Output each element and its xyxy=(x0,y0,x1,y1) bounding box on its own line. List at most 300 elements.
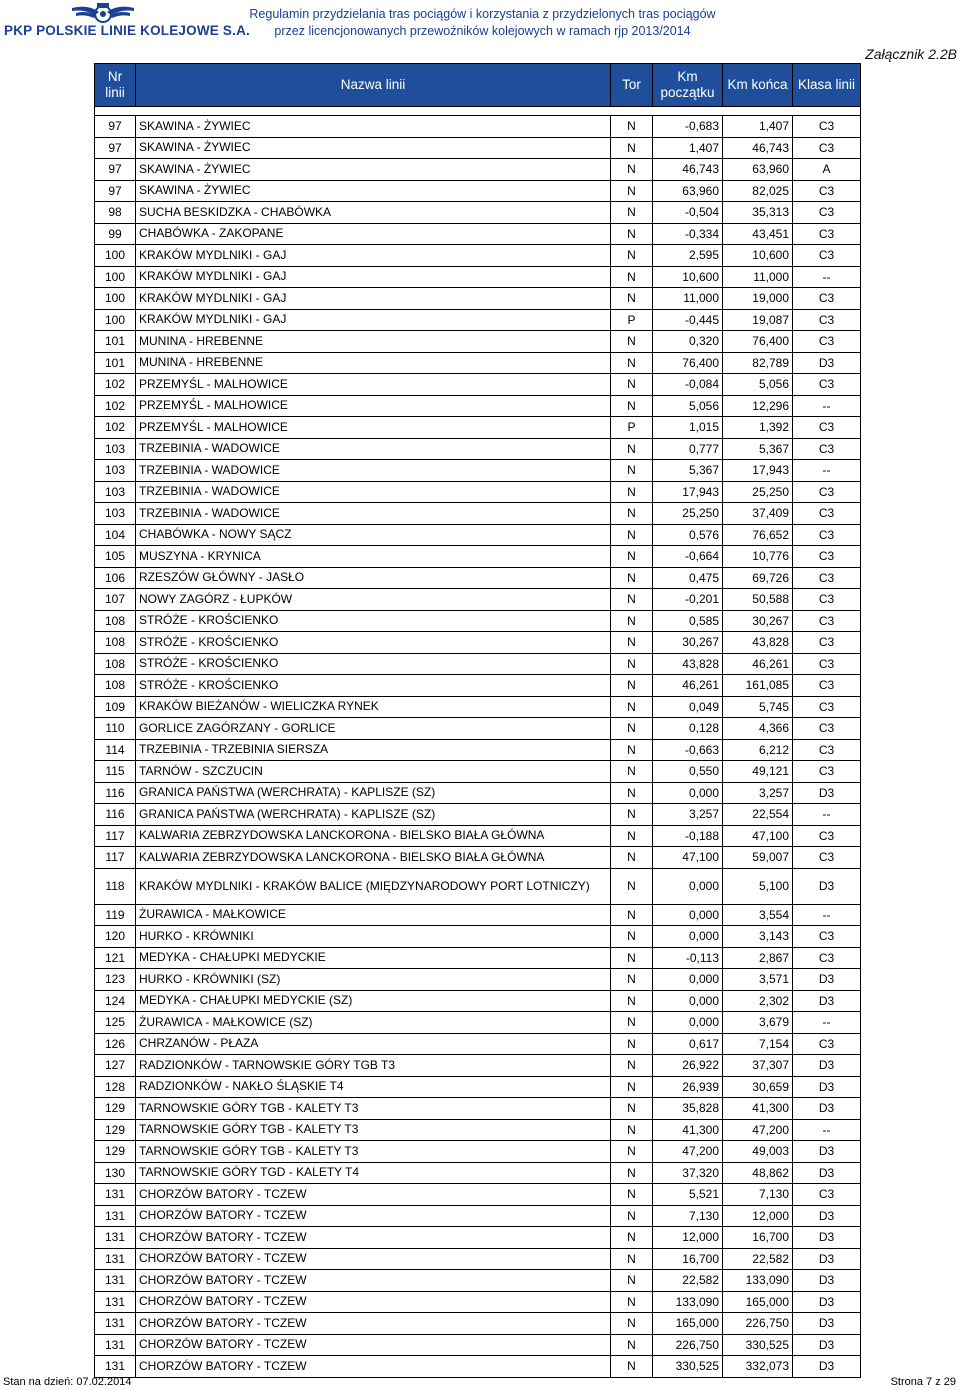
cell-track: N xyxy=(611,1141,653,1163)
cell-km-end: 37,409 xyxy=(723,503,793,525)
cell-km-start: 0,000 xyxy=(653,926,723,948)
table-row xyxy=(95,825,861,847)
table-row xyxy=(95,868,861,904)
cell-line-class: C3 xyxy=(793,245,861,267)
cell-km-start: 26,922 xyxy=(653,1055,723,1077)
cell-line-name: NOWY ZAGÓRZ - ŁUPKÓW xyxy=(136,589,611,611)
cell-line-name: RADZIONKÓW - TARNOWSKIE GÓRY TGB T3 xyxy=(136,1055,611,1077)
table-row xyxy=(95,1162,861,1184)
cell-line-name: CHORZÓW BATORY - TCZEW xyxy=(136,1291,611,1313)
cell-line-number: 102 xyxy=(95,374,136,396)
cell-line-class: C3 xyxy=(793,825,861,847)
table-row xyxy=(95,589,861,611)
cell-track: N xyxy=(611,395,653,417)
cell-line-number: 130 xyxy=(95,1162,136,1184)
cell-km-start: 25,250 xyxy=(653,503,723,525)
column-header-km-end: Km końca xyxy=(723,64,793,107)
cell-km-start: 0,000 xyxy=(653,990,723,1012)
table-row xyxy=(95,567,861,589)
cell-km-start: 10,600 xyxy=(653,266,723,288)
cell-line-class: D3 xyxy=(793,1162,861,1184)
cell-line-name: KRAKÓW MYDLNIKI - KRAKÓW BALICE (MIĘDZYNARODOWY PORT LOTNICZY) xyxy=(136,868,611,904)
cell-km-end: 7,154 xyxy=(723,1033,793,1055)
cell-line-class: C3 xyxy=(793,1184,861,1206)
table-row xyxy=(95,1291,861,1313)
cell-km-end: 10,600 xyxy=(723,245,793,267)
footer-page-number: Strona 7 z 29 xyxy=(890,1376,956,1388)
column-header-km-start: Km początku xyxy=(653,64,723,107)
cell-km-start: 0,777 xyxy=(653,438,723,460)
cell-line-class: C3 xyxy=(793,739,861,761)
table-row xyxy=(95,1356,861,1378)
cell-track: N xyxy=(611,223,653,245)
cell-km-end: 59,007 xyxy=(723,847,793,869)
cell-line-class: C3 xyxy=(793,309,861,331)
cell-km-end: 12,296 xyxy=(723,395,793,417)
cell-line-name: CHORZÓW BATORY - TCZEW xyxy=(136,1227,611,1249)
cell-km-end: 41,300 xyxy=(723,1098,793,1120)
cell-line-class: C3 xyxy=(793,524,861,546)
cell-track: N xyxy=(611,266,653,288)
table-row xyxy=(95,1184,861,1206)
pkp-winged-wheel-icon xyxy=(70,2,136,24)
cell-km-start: 0,000 xyxy=(653,782,723,804)
cell-line-number: 129 xyxy=(95,1098,136,1120)
cell-line-number: 103 xyxy=(95,460,136,482)
cell-line-class: D3 xyxy=(793,1098,861,1120)
cell-km-start: 3,257 xyxy=(653,804,723,826)
cell-km-start: 11,000 xyxy=(653,288,723,310)
cell-line-class: D3 xyxy=(793,782,861,804)
cell-km-start: 63,960 xyxy=(653,180,723,202)
cell-line-class: D3 xyxy=(793,1205,861,1227)
cell-km-end: 49,121 xyxy=(723,761,793,783)
cell-line-name: TRZEBINIA - WADOWICE xyxy=(136,481,611,503)
cell-line-name: TRZEBINIA - WADOWICE xyxy=(136,438,611,460)
cell-line-name: KRAKÓW MYDLNIKI - GAJ xyxy=(136,266,611,288)
cell-track: N xyxy=(611,524,653,546)
cell-line-name: CHORZÓW BATORY - TCZEW xyxy=(136,1270,611,1292)
cell-line-number: 129 xyxy=(95,1141,136,1163)
cell-line-class: C3 xyxy=(793,223,861,245)
cell-line-name: STRÓŻE - KROŚCIENKO xyxy=(136,653,611,675)
table-row xyxy=(95,159,861,181)
cell-line-number: 105 xyxy=(95,546,136,568)
cell-track: N xyxy=(611,947,653,969)
table-row xyxy=(95,632,861,654)
cell-line-number: 116 xyxy=(95,782,136,804)
cell-line-number: 101 xyxy=(95,352,136,374)
cell-km-end: 19,087 xyxy=(723,309,793,331)
cell-km-end: 82,789 xyxy=(723,352,793,374)
cell-track: N xyxy=(611,1184,653,1206)
table-row xyxy=(95,288,861,310)
cell-line-number: 127 xyxy=(95,1055,136,1077)
cell-km-start: 30,267 xyxy=(653,632,723,654)
cell-track: N xyxy=(611,352,653,374)
cell-line-class: C3 xyxy=(793,926,861,948)
cell-line-number: 115 xyxy=(95,761,136,783)
cell-line-name: MEDYKA - CHAŁUPKI MEDYCKIE xyxy=(136,947,611,969)
document-title-line-2: przez licencjonowanych przewoźników kolejowych w ramach rjp 2013/2014 xyxy=(274,24,691,38)
cell-line-name: HURKO - KRÓWNIKI xyxy=(136,926,611,948)
cell-km-end: 46,743 xyxy=(723,137,793,159)
table-row xyxy=(95,352,861,374)
cell-track: N xyxy=(611,696,653,718)
cell-km-end: 7,130 xyxy=(723,1184,793,1206)
cell-track: N xyxy=(611,1291,653,1313)
cell-km-end: 10,776 xyxy=(723,546,793,568)
cell-km-start: 0,000 xyxy=(653,969,723,991)
table-row xyxy=(95,1055,861,1077)
cell-track: N xyxy=(611,481,653,503)
cell-km-start: 1,407 xyxy=(653,137,723,159)
cell-km-start: 133,090 xyxy=(653,1291,723,1313)
cell-km-start: 0,000 xyxy=(653,868,723,904)
cell-km-end: 48,862 xyxy=(723,1162,793,1184)
table-row xyxy=(95,309,861,331)
cell-line-class: C3 xyxy=(793,417,861,439)
table-row xyxy=(95,481,861,503)
cell-line-number: 117 xyxy=(95,847,136,869)
cell-track: N xyxy=(611,610,653,632)
cell-track: N xyxy=(611,1270,653,1292)
cell-line-number: 108 xyxy=(95,675,136,697)
cell-line-class: D3 xyxy=(793,1334,861,1356)
cell-track: N xyxy=(611,1098,653,1120)
cell-line-name: KRAKÓW MYDLNIKI - GAJ xyxy=(136,309,611,331)
cell-km-start: -0,445 xyxy=(653,309,723,331)
cell-km-end: 1,392 xyxy=(723,417,793,439)
cell-line-class: C3 xyxy=(793,288,861,310)
cell-line-class: -- xyxy=(793,804,861,826)
cell-line-name: ŻURAWICA - MAŁKOWICE (SZ) xyxy=(136,1012,611,1034)
cell-km-start: 16,700 xyxy=(653,1248,723,1270)
cell-line-number: 99 xyxy=(95,223,136,245)
cell-track: N xyxy=(611,245,653,267)
cell-line-name: TARNOWSKIE GÓRY TGB - KALETY T3 xyxy=(136,1119,611,1141)
cell-line-number: 97 xyxy=(95,180,136,202)
table-row xyxy=(95,223,861,245)
cell-line-name: KALWARIA ZEBRZYDOWSKA LANCKORONA - BIELSKO BIAŁA GŁÓWNA xyxy=(136,847,611,869)
cell-line-number: 131 xyxy=(95,1227,136,1249)
table-row xyxy=(95,460,861,482)
document-title-line-1: Regulamin przydzielania tras pociągów i korzystania z przydzielonych tras pociągów xyxy=(249,7,716,21)
table-row xyxy=(95,395,861,417)
table-row xyxy=(95,1012,861,1034)
cell-km-end: 30,267 xyxy=(723,610,793,632)
cell-km-end: 63,960 xyxy=(723,159,793,181)
cell-line-number: 104 xyxy=(95,524,136,546)
table-row xyxy=(95,417,861,439)
cell-track: N xyxy=(611,653,653,675)
table-row xyxy=(95,1334,861,1356)
annex-label: Załącznik 2.2B xyxy=(865,46,957,62)
table-row xyxy=(95,1076,861,1098)
cell-line-class: D3 xyxy=(793,1313,861,1335)
cell-track: N xyxy=(611,137,653,159)
cell-line-number: 129 xyxy=(95,1119,136,1141)
cell-line-class: D3 xyxy=(793,990,861,1012)
cell-track: N xyxy=(611,804,653,826)
cell-km-start: -0,664 xyxy=(653,546,723,568)
cell-line-class: D3 xyxy=(793,1076,861,1098)
cell-line-name: HURKO - KRÓWNIKI (SZ) xyxy=(136,969,611,991)
cell-track: N xyxy=(611,739,653,761)
cell-line-name: CHORZÓW BATORY - TCZEW xyxy=(136,1205,611,1227)
cell-km-start: -0,334 xyxy=(653,223,723,245)
cell-km-end: 22,582 xyxy=(723,1248,793,1270)
table-row xyxy=(95,331,861,353)
table-row xyxy=(95,947,861,969)
cell-km-start: 0,475 xyxy=(653,567,723,589)
cell-km-start: 0,617 xyxy=(653,1033,723,1055)
table-header-row xyxy=(95,64,861,107)
table-row xyxy=(95,374,861,396)
column-header-tor: Tor xyxy=(611,64,653,107)
cell-line-number: 102 xyxy=(95,417,136,439)
cell-line-number: 97 xyxy=(95,137,136,159)
cell-line-number: 123 xyxy=(95,969,136,991)
cell-track: N xyxy=(611,1033,653,1055)
cell-line-number: 101 xyxy=(95,331,136,353)
cell-line-name: TARNOWSKIE GÓRY TGD - KALETY T4 xyxy=(136,1162,611,1184)
cell-line-name: RADZIONKÓW - NAKŁO ŚLĄSKIE T4 xyxy=(136,1076,611,1098)
cell-line-name: SKAWINA - ŻYWIEC xyxy=(136,159,611,181)
cell-track: P xyxy=(611,417,653,439)
cell-km-start: 2,595 xyxy=(653,245,723,267)
cell-line-class: D3 xyxy=(793,1248,861,1270)
cell-km-end: 226,750 xyxy=(723,1313,793,1335)
cell-line-class: C3 xyxy=(793,761,861,783)
cell-track: N xyxy=(611,1313,653,1335)
cell-km-start: -0,084 xyxy=(653,374,723,396)
cell-km-end: 43,828 xyxy=(723,632,793,654)
cell-line-number: 103 xyxy=(95,438,136,460)
cell-track: N xyxy=(611,1227,653,1249)
cell-km-start: 0,049 xyxy=(653,696,723,718)
railway-lines-table xyxy=(94,63,861,1378)
cell-km-end: 1,407 xyxy=(723,116,793,138)
cell-km-start: 7,130 xyxy=(653,1205,723,1227)
cell-track: N xyxy=(611,990,653,1012)
cell-line-class: C3 xyxy=(793,718,861,740)
cell-line-number: 108 xyxy=(95,653,136,675)
cell-line-number: 116 xyxy=(95,804,136,826)
cell-track: N xyxy=(611,847,653,869)
table-row xyxy=(95,804,861,826)
table-row xyxy=(95,524,861,546)
cell-line-class: -- xyxy=(793,1119,861,1141)
cell-line-number: 131 xyxy=(95,1270,136,1292)
table-row xyxy=(95,1119,861,1141)
cell-km-end: 5,367 xyxy=(723,438,793,460)
cell-track: N xyxy=(611,904,653,926)
cell-line-number: 97 xyxy=(95,116,136,138)
cell-line-class: D3 xyxy=(793,1356,861,1378)
cell-line-name: TRZEBINIA - WADOWICE xyxy=(136,503,611,525)
cell-line-name: CHORZÓW BATORY - TCZEW xyxy=(136,1334,611,1356)
cell-track: N xyxy=(611,1076,653,1098)
cell-line-class: C3 xyxy=(793,137,861,159)
cell-km-end: 161,085 xyxy=(723,675,793,697)
table-row xyxy=(95,1313,861,1335)
cell-line-class: C3 xyxy=(793,116,861,138)
cell-km-start: 0,585 xyxy=(653,610,723,632)
cell-line-number: 109 xyxy=(95,696,136,718)
cell-km-start: -0,663 xyxy=(653,739,723,761)
table-body xyxy=(95,116,861,1378)
cell-km-start: 47,100 xyxy=(653,847,723,869)
cell-km-end: 5,056 xyxy=(723,374,793,396)
cell-km-start: 12,000 xyxy=(653,1227,723,1249)
cell-line-number: 114 xyxy=(95,739,136,761)
cell-km-end: 47,100 xyxy=(723,825,793,847)
table-row xyxy=(95,610,861,632)
table-row xyxy=(95,653,861,675)
cell-line-number: 120 xyxy=(95,926,136,948)
cell-km-start: 41,300 xyxy=(653,1119,723,1141)
cell-line-name: STRÓŻE - KROŚCIENKO xyxy=(136,675,611,697)
cell-line-number: 124 xyxy=(95,990,136,1012)
cell-km-end: 332,073 xyxy=(723,1356,793,1378)
cell-km-end: 37,307 xyxy=(723,1055,793,1077)
cell-km-start: 0,576 xyxy=(653,524,723,546)
cell-track: N xyxy=(611,202,653,224)
table-row xyxy=(95,718,861,740)
cell-line-class: C3 xyxy=(793,675,861,697)
cell-line-name: KALWARIA ZEBRZYDOWSKA LANCKORONA - BIELSKO BIAŁA GŁÓWNA xyxy=(136,825,611,847)
footer-date: Stan na dzień: 07.02.2014 xyxy=(3,1376,132,1388)
cell-line-name: STRÓŻE - KROŚCIENKO xyxy=(136,610,611,632)
cell-track: N xyxy=(611,868,653,904)
cell-line-class: C3 xyxy=(793,947,861,969)
cell-line-class: C3 xyxy=(793,374,861,396)
cell-line-class: -- xyxy=(793,904,861,926)
cell-line-number: 100 xyxy=(95,266,136,288)
table-row xyxy=(95,245,861,267)
cell-track: N xyxy=(611,503,653,525)
table-row xyxy=(95,116,861,138)
cell-track: N xyxy=(611,1248,653,1270)
cell-km-start: 43,828 xyxy=(653,653,723,675)
cell-line-number: 97 xyxy=(95,159,136,181)
cell-km-end: 76,400 xyxy=(723,331,793,353)
cell-line-number: 125 xyxy=(95,1012,136,1034)
cell-km-start: 17,943 xyxy=(653,481,723,503)
company-name: PKP POLSKIE LINIE KOLEJOWE S.A. xyxy=(4,23,250,38)
cell-km-end: 22,554 xyxy=(723,804,793,826)
cell-line-class: D3 xyxy=(793,1055,861,1077)
table-row xyxy=(95,180,861,202)
cell-km-start: 5,056 xyxy=(653,395,723,417)
cell-line-class: C3 xyxy=(793,202,861,224)
cell-km-start: 37,320 xyxy=(653,1162,723,1184)
cell-line-name: PRZEMYŚL - MALHOWICE xyxy=(136,417,611,439)
table-row xyxy=(95,1098,861,1120)
cell-line-class: C3 xyxy=(793,696,861,718)
cell-km-start: 330,525 xyxy=(653,1356,723,1378)
cell-line-class: C3 xyxy=(793,610,861,632)
cell-line-name: STRÓŻE - KROŚCIENKO xyxy=(136,632,611,654)
cell-line-name: KRAKÓW MYDLNIKI - GAJ xyxy=(136,245,611,267)
cell-line-name: SUCHA BESKIDZKA - CHABÓWKA xyxy=(136,202,611,224)
cell-line-class: A xyxy=(793,159,861,181)
table-row xyxy=(95,696,861,718)
cell-line-class: -- xyxy=(793,460,861,482)
cell-line-name: GRANICA PAŃSTWA (WERCHRATA) - KAPLISZE (SZ) xyxy=(136,782,611,804)
cell-km-end: 17,943 xyxy=(723,460,793,482)
table-row xyxy=(95,202,861,224)
cell-track: N xyxy=(611,1119,653,1141)
cell-km-end: 5,100 xyxy=(723,868,793,904)
cell-line-name: TARNOWSKIE GÓRY TGB - KALETY T3 xyxy=(136,1098,611,1120)
table-row xyxy=(95,675,861,697)
cell-line-number: 107 xyxy=(95,589,136,611)
cell-track: N xyxy=(611,180,653,202)
cell-km-end: 35,313 xyxy=(723,202,793,224)
company-logo xyxy=(0,0,250,45)
cell-line-number: 100 xyxy=(95,288,136,310)
cell-line-number: 100 xyxy=(95,309,136,331)
cell-line-number: 131 xyxy=(95,1248,136,1270)
table-row xyxy=(95,1227,861,1249)
document-title xyxy=(235,6,730,40)
cell-line-name: TRZEBINIA - WADOWICE xyxy=(136,460,611,482)
cell-line-name: CHORZÓW BATORY - TCZEW xyxy=(136,1248,611,1270)
cell-line-number: 108 xyxy=(95,632,136,654)
cell-line-name: PRZEMYŚL - MALHOWICE xyxy=(136,374,611,396)
cell-km-end: 3,571 xyxy=(723,969,793,991)
cell-line-name: GRANICA PAŃSTWA (WERCHRATA) - KAPLISZE (SZ) xyxy=(136,804,611,826)
cell-line-class: C3 xyxy=(793,481,861,503)
cell-line-name: ŻURAWICA - MAŁKOWICE xyxy=(136,904,611,926)
cell-km-end: 30,659 xyxy=(723,1076,793,1098)
cell-track: N xyxy=(611,1356,653,1378)
table-row xyxy=(95,739,861,761)
cell-track: N xyxy=(611,1334,653,1356)
cell-line-class: D3 xyxy=(793,1227,861,1249)
cell-km-start: 22,582 xyxy=(653,1270,723,1292)
cell-line-class: D3 xyxy=(793,1141,861,1163)
cell-line-number: 100 xyxy=(95,245,136,267)
table-row xyxy=(95,1205,861,1227)
cell-km-start: 26,939 xyxy=(653,1076,723,1098)
cell-line-name: TARNOWSKIE GÓRY TGB - KALETY T3 xyxy=(136,1141,611,1163)
cell-line-name: MEDYKA - CHAŁUPKI MEDYCKIE (SZ) xyxy=(136,990,611,1012)
cell-km-end: 6,212 xyxy=(723,739,793,761)
cell-km-end: 50,588 xyxy=(723,589,793,611)
cell-km-start: 5,521 xyxy=(653,1184,723,1206)
cell-line-name: TRZEBINIA - TRZEBINIA SIERSZA xyxy=(136,739,611,761)
cell-line-number: 131 xyxy=(95,1184,136,1206)
cell-line-class: C3 xyxy=(793,438,861,460)
cell-km-end: 330,525 xyxy=(723,1334,793,1356)
cell-track: N xyxy=(611,331,653,353)
cell-km-start: 5,367 xyxy=(653,460,723,482)
cell-km-start: -0,201 xyxy=(653,589,723,611)
cell-km-start: 35,828 xyxy=(653,1098,723,1120)
cell-track: N xyxy=(611,1055,653,1077)
cell-line-name: TARNÓW - SZCZUCIN xyxy=(136,761,611,783)
cell-km-start: 0,550 xyxy=(653,761,723,783)
cell-track: N xyxy=(611,438,653,460)
cell-line-class: D3 xyxy=(793,352,861,374)
cell-track: N xyxy=(611,460,653,482)
cell-km-end: 3,679 xyxy=(723,1012,793,1034)
cell-km-start: 76,400 xyxy=(653,352,723,374)
cell-km-start: 1,015 xyxy=(653,417,723,439)
